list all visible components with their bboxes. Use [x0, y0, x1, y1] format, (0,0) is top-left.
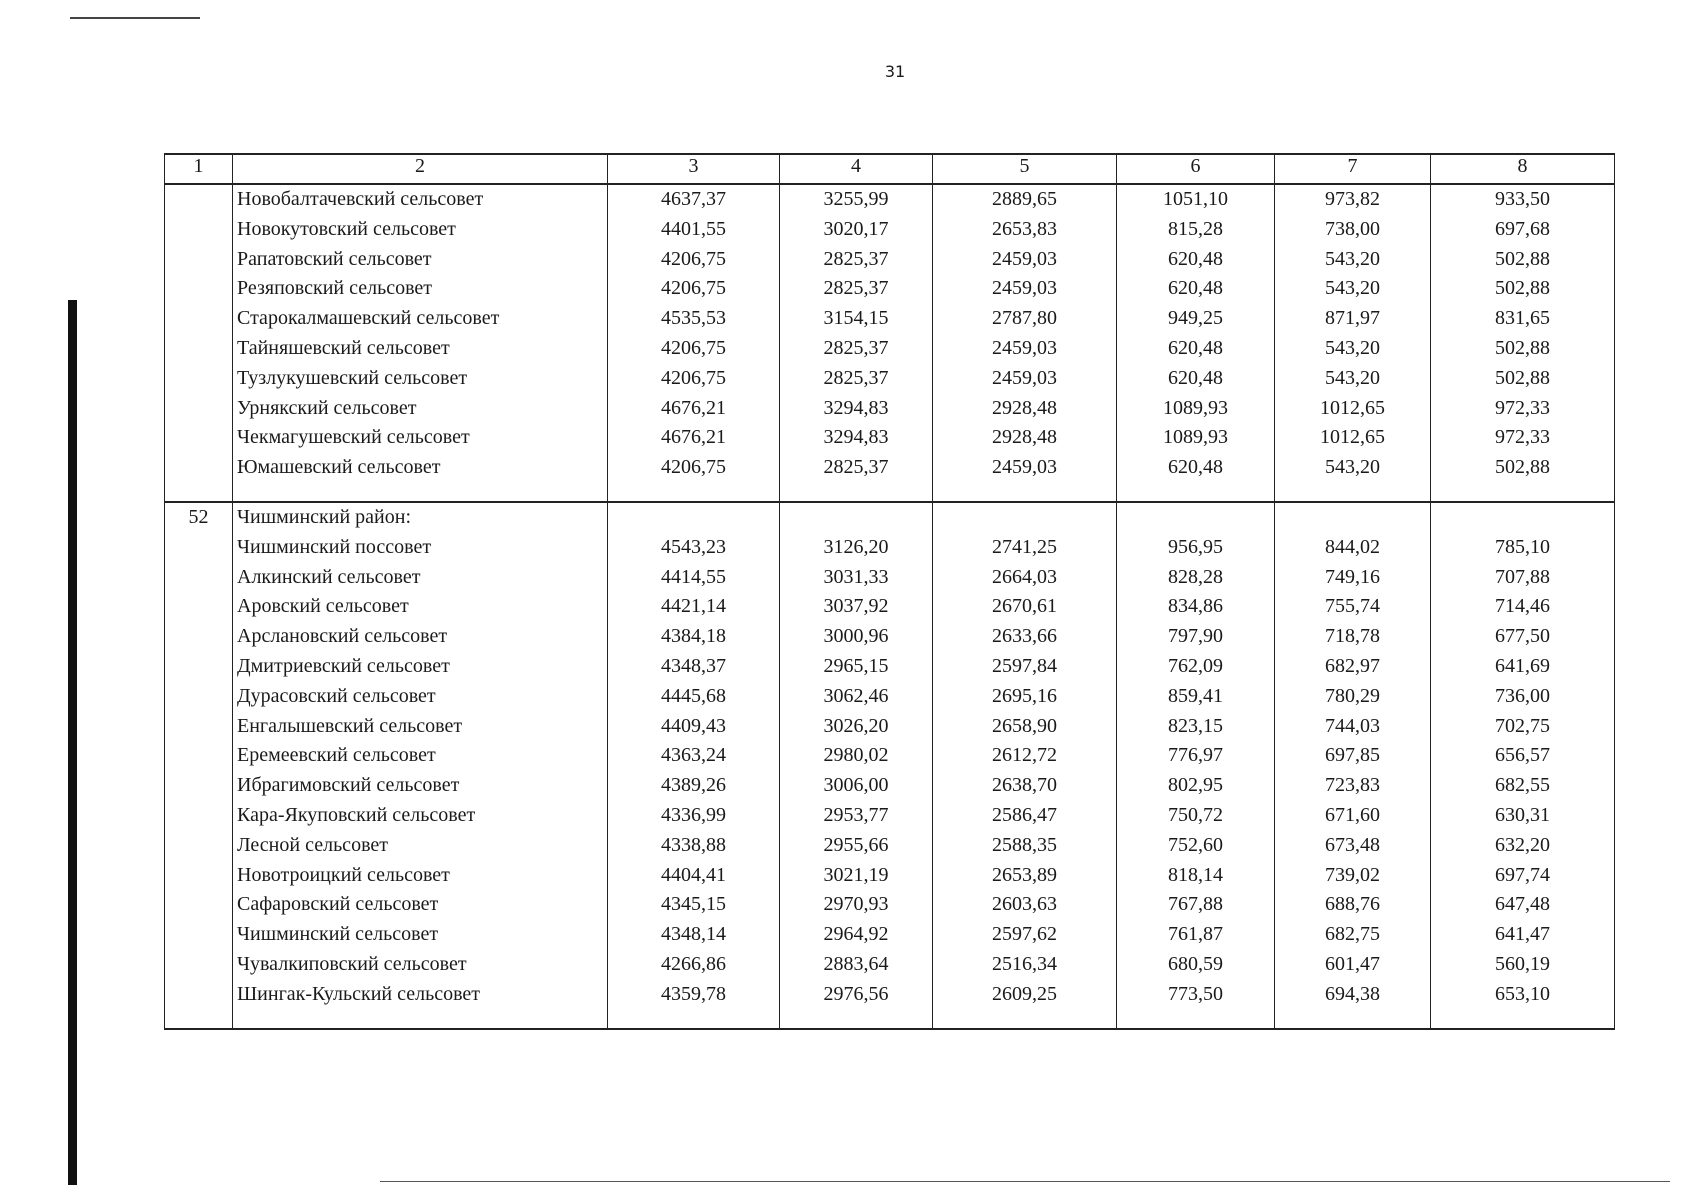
settlement-name: Арслановский сельсовет: [233, 622, 608, 652]
value-cell: 3255,99: [780, 184, 933, 215]
settlement-name: Еремеевский сельсовет: [233, 741, 608, 771]
value-cell: 1012,65: [1275, 423, 1431, 453]
section-spacer: [165, 1010, 1615, 1029]
value-cell: 818,14: [1117, 861, 1275, 891]
value-cell: 2955,66: [780, 831, 933, 861]
empty-cell: [1275, 502, 1431, 533]
value-cell: 859,41: [1117, 682, 1275, 712]
value-cell: 714,46: [1431, 592, 1615, 622]
value-cell: 647,48: [1431, 890, 1615, 920]
value-cell: 739,02: [1275, 861, 1431, 891]
row-index-cell: [165, 652, 233, 682]
header-cell: 6: [1117, 154, 1275, 184]
value-cell: 2597,84: [933, 652, 1117, 682]
settlement-name: Шингак-Кульский сельсовет: [233, 980, 608, 1010]
row-index-cell: [165, 215, 233, 245]
value-cell: 677,50: [1431, 622, 1615, 652]
empty-cell: [1117, 1010, 1275, 1029]
table-row: [165, 920, 1615, 950]
value-cell: 2787,80: [933, 304, 1117, 334]
value-cell: 834,86: [1117, 592, 1275, 622]
value-cell: 4414,55: [608, 563, 780, 593]
row-index-cell: [165, 980, 233, 1010]
table-row: [165, 245, 1615, 275]
header-cell: 4: [780, 154, 933, 184]
value-cell: 973,82: [1275, 184, 1431, 215]
row-index-cell: [165, 622, 233, 652]
settlement-name: Урнякский сельсовет: [233, 394, 608, 424]
value-cell: 3126,20: [780, 533, 933, 563]
value-cell: 4535,53: [608, 304, 780, 334]
value-cell: 4359,78: [608, 980, 780, 1010]
row-index-cell: [165, 394, 233, 424]
value-cell: 933,50: [1431, 184, 1615, 215]
settlement-name: Новотроицкий сельсовет: [233, 861, 608, 891]
row-index-cell: [165, 274, 233, 304]
value-cell: 2928,48: [933, 423, 1117, 453]
table-row: [165, 184, 1615, 215]
value-cell: 2970,93: [780, 890, 933, 920]
table-row: [165, 304, 1615, 334]
header-cell: 7: [1275, 154, 1431, 184]
row-index-cell: [165, 682, 233, 712]
value-cell: 2741,25: [933, 533, 1117, 563]
value-cell: 1089,93: [1117, 423, 1275, 453]
value-cell: 2459,03: [933, 364, 1117, 394]
header-row: [165, 154, 1615, 184]
value-cell: 2459,03: [933, 334, 1117, 364]
settlement-name: Сафаровский сельсовет: [233, 890, 608, 920]
table-row: [165, 652, 1615, 682]
data-table: [164, 153, 1615, 1030]
value-cell: 3294,83: [780, 394, 933, 424]
value-cell: 2658,90: [933, 712, 1117, 742]
empty-cell: [780, 1010, 933, 1029]
empty-cell: [1431, 502, 1615, 533]
row-index-cell: [165, 920, 233, 950]
value-cell: 4206,75: [608, 453, 780, 483]
row-index-cell: [165, 184, 233, 215]
header-cell: 8: [1431, 154, 1615, 184]
value-cell: 4345,15: [608, 890, 780, 920]
table-row: [165, 682, 1615, 712]
row-index-cell: [165, 712, 233, 742]
empty-cell: [933, 483, 1117, 502]
value-cell: 543,20: [1275, 334, 1431, 364]
settlement-name: Старокалмашевский сельсовет: [233, 304, 608, 334]
value-cell: 3020,17: [780, 215, 933, 245]
value-cell: 656,57: [1431, 741, 1615, 771]
value-cell: 2633,66: [933, 622, 1117, 652]
value-cell: 3021,19: [780, 861, 933, 891]
settlement-name: Новобалтачевский сельсовет: [233, 184, 608, 215]
value-cell: 2883,64: [780, 950, 933, 980]
settlement-name: Алкинский сельсовет: [233, 563, 608, 593]
value-cell: 620,48: [1117, 453, 1275, 483]
value-cell: 4384,18: [608, 622, 780, 652]
value-cell: 2889,65: [933, 184, 1117, 215]
value-cell: 4206,75: [608, 274, 780, 304]
table-row: [165, 622, 1615, 652]
value-cell: 755,74: [1275, 592, 1431, 622]
scan-artifact-bottom: [380, 1181, 1670, 1182]
value-cell: 1051,10: [1117, 184, 1275, 215]
value-cell: 2603,63: [933, 890, 1117, 920]
value-cell: 3062,46: [780, 682, 933, 712]
value-cell: 744,03: [1275, 712, 1431, 742]
row-index-cell: [165, 533, 233, 563]
empty-cell: [608, 483, 780, 502]
value-cell: 2597,62: [933, 920, 1117, 950]
value-cell: 871,97: [1275, 304, 1431, 334]
value-cell: 4409,43: [608, 712, 780, 742]
value-cell: 718,78: [1275, 622, 1431, 652]
settlement-name: Новокутовский сельсовет: [233, 215, 608, 245]
row-index-cell: [165, 364, 233, 394]
value-cell: 694,38: [1275, 980, 1431, 1010]
table-row: [165, 423, 1615, 453]
row-index-cell: [165, 453, 233, 483]
value-cell: 682,97: [1275, 652, 1431, 682]
value-cell: 4676,21: [608, 394, 780, 424]
table-row: [165, 563, 1615, 593]
value-cell: 4336,99: [608, 801, 780, 831]
table-row: [165, 533, 1615, 563]
value-cell: 2459,03: [933, 274, 1117, 304]
table-body: [165, 184, 1615, 1029]
value-cell: 4206,75: [608, 364, 780, 394]
value-cell: 707,88: [1431, 563, 1615, 593]
value-cell: 543,20: [1275, 274, 1431, 304]
value-cell: 1012,65: [1275, 394, 1431, 424]
table-row: [165, 334, 1615, 364]
row-index-cell: [165, 801, 233, 831]
table-row: [165, 861, 1615, 891]
value-cell: 2664,03: [933, 563, 1117, 593]
page-number: 31: [884, 62, 906, 81]
value-cell: 4637,37: [608, 184, 780, 215]
value-cell: 2612,72: [933, 741, 1117, 771]
table-row: [165, 394, 1615, 424]
value-cell: 4421,14: [608, 592, 780, 622]
table-row: [165, 771, 1615, 801]
value-cell: 641,47: [1431, 920, 1615, 950]
settlement-name: Рапатовский сельсовет: [233, 245, 608, 275]
header-cell: 3: [608, 154, 780, 184]
table-row: [165, 592, 1615, 622]
value-cell: 815,28: [1117, 215, 1275, 245]
value-cell: 752,60: [1117, 831, 1275, 861]
value-cell: 682,55: [1431, 771, 1615, 801]
row-index-cell: [165, 423, 233, 453]
value-cell: 2825,37: [780, 453, 933, 483]
value-cell: 2586,47: [933, 801, 1117, 831]
district-title: Чишминский район:: [233, 502, 608, 533]
empty-cell: [165, 1010, 233, 1029]
value-cell: 3154,15: [780, 304, 933, 334]
value-cell: 543,20: [1275, 453, 1431, 483]
value-cell: 4404,41: [608, 861, 780, 891]
value-cell: 844,02: [1275, 533, 1431, 563]
value-cell: 4338,88: [608, 831, 780, 861]
value-cell: 776,97: [1117, 741, 1275, 771]
table-row: [165, 741, 1615, 771]
value-cell: 2516,34: [933, 950, 1117, 980]
value-cell: 543,20: [1275, 245, 1431, 275]
row-index-cell: [165, 771, 233, 801]
value-cell: 749,16: [1275, 563, 1431, 593]
value-cell: 543,20: [1275, 364, 1431, 394]
value-cell: 750,72: [1117, 801, 1275, 831]
value-cell: 2638,70: [933, 771, 1117, 801]
row-index-cell: [165, 592, 233, 622]
value-cell: 773,50: [1117, 980, 1275, 1010]
value-cell: 502,88: [1431, 453, 1615, 483]
value-cell: 2965,15: [780, 652, 933, 682]
value-cell: 949,25: [1117, 304, 1275, 334]
value-cell: 785,10: [1431, 533, 1615, 563]
value-cell: 2459,03: [933, 453, 1117, 483]
settlement-name: Тайняшевский сельсовет: [233, 334, 608, 364]
value-cell: 630,31: [1431, 801, 1615, 831]
value-cell: 697,85: [1275, 741, 1431, 771]
empty-cell: [1431, 1010, 1615, 1029]
value-cell: 601,47: [1275, 950, 1431, 980]
section-title-row: [165, 502, 1615, 533]
empty-cell: [933, 502, 1117, 533]
settlement-name: Тузлукушевский сельсовет: [233, 364, 608, 394]
row-index-cell: [165, 563, 233, 593]
value-cell: 3000,96: [780, 622, 933, 652]
value-cell: 780,29: [1275, 682, 1431, 712]
table-row: [165, 801, 1615, 831]
value-cell: 620,48: [1117, 274, 1275, 304]
value-cell: 2825,37: [780, 364, 933, 394]
value-cell: 671,60: [1275, 801, 1431, 831]
value-cell: 2695,16: [933, 682, 1117, 712]
value-cell: 831,65: [1431, 304, 1615, 334]
value-cell: 653,10: [1431, 980, 1615, 1010]
value-cell: 4206,75: [608, 334, 780, 364]
value-cell: 2976,56: [780, 980, 933, 1010]
value-cell: 2653,83: [933, 215, 1117, 245]
empty-cell: [233, 1010, 608, 1029]
empty-cell: [165, 483, 233, 502]
value-cell: 620,48: [1117, 245, 1275, 275]
value-cell: 738,00: [1275, 215, 1431, 245]
value-cell: 4543,23: [608, 533, 780, 563]
row-index-cell: [165, 861, 233, 891]
value-cell: 723,83: [1275, 771, 1431, 801]
value-cell: 2609,25: [933, 980, 1117, 1010]
empty-cell: [1117, 502, 1275, 533]
value-cell: 1089,93: [1117, 394, 1275, 424]
settlement-name: Дурасовский сельсовет: [233, 682, 608, 712]
value-cell: 2653,89: [933, 861, 1117, 891]
value-cell: 502,88: [1431, 274, 1615, 304]
row-index-cell: [165, 741, 233, 771]
empty-cell: [1117, 483, 1275, 502]
value-cell: 761,87: [1117, 920, 1275, 950]
value-cell: 2670,61: [933, 592, 1117, 622]
table-row: [165, 712, 1615, 742]
row-index-cell: [165, 890, 233, 920]
row-index-cell: [165, 950, 233, 980]
value-cell: 4389,26: [608, 771, 780, 801]
value-cell: 823,15: [1117, 712, 1275, 742]
value-cell: 2825,37: [780, 274, 933, 304]
value-cell: 2953,77: [780, 801, 933, 831]
row-index-cell: [165, 831, 233, 861]
value-cell: 641,69: [1431, 652, 1615, 682]
value-cell: 697,74: [1431, 861, 1615, 891]
value-cell: 620,48: [1117, 334, 1275, 364]
settlement-name: Кара-Якуповский сельсовет: [233, 801, 608, 831]
header-cell: 5: [933, 154, 1117, 184]
value-cell: 502,88: [1431, 245, 1615, 275]
row-index: 52: [165, 502, 233, 533]
scan-artifact-top: [70, 17, 200, 19]
value-cell: 3006,00: [780, 771, 933, 801]
value-cell: 767,88: [1117, 890, 1275, 920]
table-row: [165, 215, 1615, 245]
settlement-name: Ибрагимовский сельсовет: [233, 771, 608, 801]
value-cell: 560,19: [1431, 950, 1615, 980]
settlement-name: Енгалышевский сельсовет: [233, 712, 608, 742]
value-cell: 682,75: [1275, 920, 1431, 950]
value-cell: 2928,48: [933, 394, 1117, 424]
empty-cell: [780, 483, 933, 502]
settlement-name: Чишминский сельсовет: [233, 920, 608, 950]
row-index-cell: [165, 304, 233, 334]
value-cell: 828,28: [1117, 563, 1275, 593]
value-cell: 4401,55: [608, 215, 780, 245]
value-cell: 762,09: [1117, 652, 1275, 682]
empty-cell: [1431, 483, 1615, 502]
row-index-cell: [165, 245, 233, 275]
table-row: [165, 831, 1615, 861]
value-cell: 736,00: [1431, 682, 1615, 712]
value-cell: 2825,37: [780, 245, 933, 275]
settlement-name: Чекмагушевский сельсовет: [233, 423, 608, 453]
empty-cell: [933, 1010, 1117, 1029]
table-row: [165, 980, 1615, 1010]
table-row: [165, 364, 1615, 394]
value-cell: 4676,21: [608, 423, 780, 453]
value-cell: 972,33: [1431, 394, 1615, 424]
value-cell: 4206,75: [608, 245, 780, 275]
value-cell: 4445,68: [608, 682, 780, 712]
value-cell: 697,68: [1431, 215, 1615, 245]
settlement-name: Резяповский сельсовет: [233, 274, 608, 304]
empty-cell: [608, 1010, 780, 1029]
value-cell: 2980,02: [780, 741, 933, 771]
value-cell: 680,59: [1117, 950, 1275, 980]
value-cell: 620,48: [1117, 364, 1275, 394]
value-cell: 2459,03: [933, 245, 1117, 275]
value-cell: 688,76: [1275, 890, 1431, 920]
settlement-name: Юмашевский сельсовет: [233, 453, 608, 483]
value-cell: 502,88: [1431, 364, 1615, 394]
value-cell: 3294,83: [780, 423, 933, 453]
row-index-cell: [165, 334, 233, 364]
value-cell: 502,88: [1431, 334, 1615, 364]
empty-cell: [1275, 1010, 1431, 1029]
value-cell: 797,90: [1117, 622, 1275, 652]
value-cell: 2825,37: [780, 334, 933, 364]
value-cell: 2964,92: [780, 920, 933, 950]
table-row: [165, 274, 1615, 304]
value-cell: 2588,35: [933, 831, 1117, 861]
value-cell: 632,20: [1431, 831, 1615, 861]
header-cell: 2: [233, 154, 608, 184]
settlement-name: Аровский сельсовет: [233, 592, 608, 622]
scan-artifact-left: [68, 300, 77, 1185]
table-row: [165, 950, 1615, 980]
value-cell: 702,75: [1431, 712, 1615, 742]
table-row: [165, 453, 1615, 483]
value-cell: 4363,24: [608, 741, 780, 771]
empty-cell: [1275, 483, 1431, 502]
value-cell: 802,95: [1117, 771, 1275, 801]
empty-cell: [233, 483, 608, 502]
settlement-name: Чишминский поссовет: [233, 533, 608, 563]
settlement-name: Чувалкиповский сельсовет: [233, 950, 608, 980]
value-cell: 673,48: [1275, 831, 1431, 861]
value-cell: 3031,33: [780, 563, 933, 593]
empty-cell: [608, 502, 780, 533]
value-cell: 4266,86: [608, 950, 780, 980]
value-cell: 956,95: [1117, 533, 1275, 563]
section-spacer: [165, 483, 1615, 502]
value-cell: 972,33: [1431, 423, 1615, 453]
empty-cell: [780, 502, 933, 533]
settlement-name: Дмитриевский сельсовет: [233, 652, 608, 682]
value-cell: 4348,37: [608, 652, 780, 682]
table-row: [165, 890, 1615, 920]
value-cell: 3037,92: [780, 592, 933, 622]
value-cell: 3026,20: [780, 712, 933, 742]
settlement-name: Лесной сельсовет: [233, 831, 608, 861]
header-cell: 1: [165, 154, 233, 184]
value-cell: 4348,14: [608, 920, 780, 950]
